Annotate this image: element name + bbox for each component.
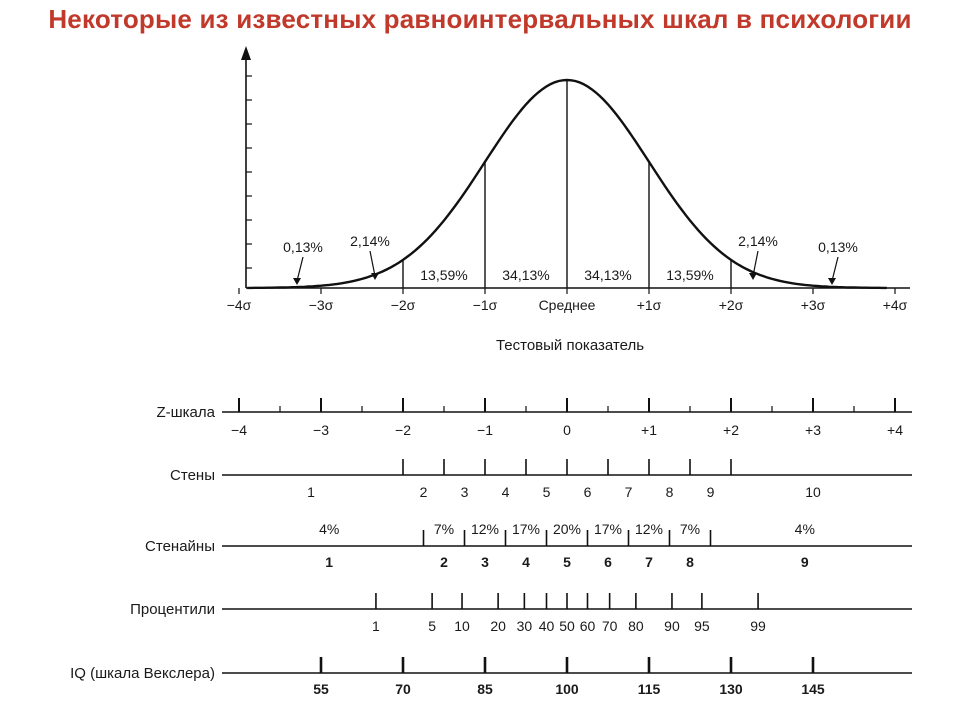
- percentile-value: 80: [628, 618, 644, 634]
- stanine-percent: 12%: [470, 521, 500, 537]
- sigma-label: −3σ: [308, 297, 334, 313]
- percentile-value: 50: [559, 618, 575, 634]
- z-scale-value: +4: [887, 422, 903, 438]
- sten-value: 9: [706, 484, 715, 500]
- percentile-value: 1: [372, 618, 380, 634]
- iq-value: 70: [395, 681, 411, 697]
- stanine-value: 2: [440, 554, 448, 570]
- iq-value: 55: [313, 681, 329, 697]
- tail-arrow: [370, 251, 375, 276]
- z-scale-value: −2: [395, 422, 411, 438]
- segment-percent: 13,59%: [420, 267, 468, 283]
- sten-value: 1: [307, 484, 315, 500]
- percentile-value: 40: [538, 618, 555, 634]
- percentile-value: 99: [750, 618, 766, 634]
- iq-value: 115: [637, 681, 661, 697]
- stanine-value: 8: [686, 554, 694, 570]
- tail-arrowhead: [828, 278, 836, 285]
- sten-value: 5: [542, 484, 551, 500]
- sten-value: 6: [583, 484, 592, 500]
- sten-value: 10: [805, 484, 821, 500]
- percentile-value: 30: [516, 618, 533, 634]
- slide-title: Некоторые из известных равноинтервальных шкал в психологии: [48, 4, 912, 34]
- stanine-percent: 4%: [794, 521, 815, 537]
- stanine-percent: 7%: [433, 521, 455, 537]
- percentile-value: 20: [490, 618, 506, 634]
- sigma-label: −2σ: [390, 297, 416, 313]
- iq-value: 100: [555, 681, 579, 697]
- sten-value: 7: [624, 484, 633, 500]
- percentile-scale-label: Процентили: [130, 601, 215, 618]
- stanine-value: 3: [481, 554, 489, 570]
- segment-percent: 34,13%: [502, 267, 550, 283]
- percentile-value: 60: [579, 618, 596, 634]
- tail-arrow: [832, 257, 838, 281]
- stanine-value: 9: [800, 554, 809, 570]
- tail-arrowhead: [749, 273, 757, 280]
- z-scale-value: +1: [641, 422, 657, 438]
- stanine-value: 5: [563, 554, 571, 570]
- tail-arrow: [297, 257, 303, 281]
- z-scale-label: Z-шкала: [156, 404, 215, 421]
- z-scale-value: 0: [563, 422, 571, 438]
- stanine-value: 4: [522, 554, 530, 570]
- sigma-label: +2σ: [718, 297, 744, 313]
- sten-value: 2: [419, 484, 428, 500]
- sigma-label: −1σ: [472, 297, 498, 313]
- iq-value: 85: [477, 681, 493, 697]
- sten-value: 3: [460, 484, 469, 500]
- percentile-value: 90: [664, 618, 680, 634]
- tail-percent: 2,14%: [738, 233, 778, 249]
- iq-value: 130: [719, 681, 743, 697]
- iq-value: 145: [801, 681, 825, 697]
- tail-percent: 0,13%: [283, 239, 323, 255]
- percentile-value: 70: [601, 618, 618, 634]
- sten-value: 8: [665, 484, 674, 500]
- sigma-label: +3σ: [800, 297, 826, 313]
- stanine-percent: 12%: [634, 521, 664, 537]
- sigma-label: Среднее: [538, 297, 596, 313]
- stanine-percent: 20%: [552, 521, 582, 537]
- tail-percent: 0,13%: [818, 239, 858, 255]
- sigma-label: +1σ: [636, 297, 662, 313]
- x-axis-label: Тестовый показатель: [495, 337, 645, 354]
- stanine-scale-label: Стенайны: [145, 538, 215, 555]
- stanine-percent: 17%: [593, 521, 623, 537]
- z-scale-value: +2: [723, 422, 739, 438]
- stanine-percent: 17%: [511, 521, 541, 537]
- z-scale-value: +3: [805, 422, 821, 438]
- scales-group: [70, 398, 912, 697]
- percentile-value: 10: [454, 618, 470, 634]
- z-scale-value: −4: [231, 422, 247, 438]
- sten-value: 4: [501, 484, 510, 500]
- segment-percent: 34,13%: [584, 267, 632, 283]
- segment-percent: 13,59%: [666, 267, 714, 283]
- tail-percent: 2,14%: [350, 233, 390, 249]
- percentile-value: 5: [428, 618, 437, 634]
- stanine-percent: 4%: [319, 521, 340, 537]
- stanine-value: 1: [325, 554, 334, 570]
- z-scale-value: −3: [313, 422, 329, 438]
- y-axis-arrow: [241, 46, 251, 60]
- iq-scale-label: IQ (шкала Векслера): [70, 665, 215, 682]
- sigma-label: −4σ: [226, 297, 252, 313]
- bell-curve-group: [227, 46, 910, 354]
- tail-arrowhead: [293, 278, 301, 285]
- sigma-label: +4σ: [882, 297, 908, 313]
- stanine-value: 7: [645, 554, 653, 570]
- percentile-value: 95: [694, 618, 710, 634]
- z-scale-value: −1: [477, 422, 493, 438]
- stanine-percent: 7%: [679, 521, 701, 537]
- stanine-value: 6: [604, 554, 612, 570]
- sten-scale-label: Стены: [170, 467, 215, 484]
